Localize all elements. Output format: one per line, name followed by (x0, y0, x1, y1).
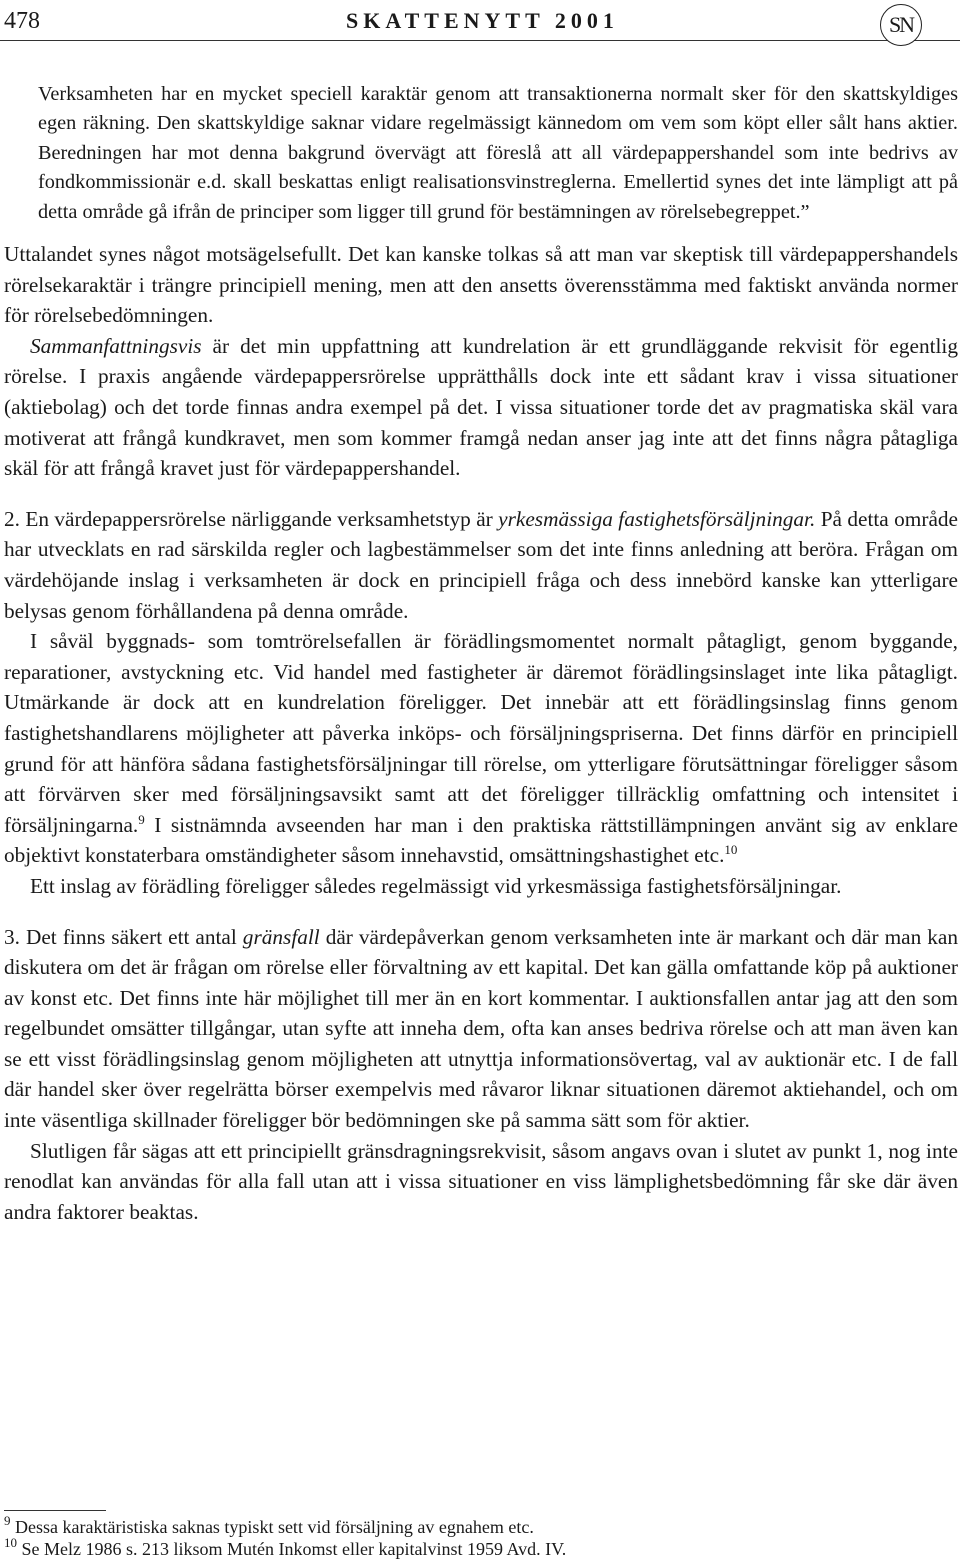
footnote: $^{10}$ Se Melz 1986 s. 213 liksom Mutén Inkomst eller kapitalvinst 1959 Avd. IV. (4, 1535, 567, 1559)
block-quote: Verksamheten har en mycket speciell karaktär genom att transaktionerna normalt sker för den skattskyldiges egen räkning. Den skattskyldige saknar vidare regelmässigt kännedom om vem som köpt eller sålt hans aktier. Beredningen har mot denna bakgrund övervägt att föreslå att all värdepappershandel som inte bedrivs av fondkommissionär e.d. skall beskattas enligt realisationsvinstreglerna. Emellertid synes det inte lämpligt att på detta område gå ifrån de principer som ligger till grund för bestämningen av rörelsebegreppet.” (38, 83, 958, 223)
italic-term: Sammanfattningsvis (30, 333, 202, 358)
paragraph: Slutligen får sägas att ett principiellt gränsdragningsrekvisit, såsom angavs ovan i slutet av punkt 1, nog inte renodlat kan användas för alla fall utan att i vissa situationer en viss lämplighetsbedömning får ske där även andra faktorer beaktas. (4, 1138, 958, 1224)
header-rule (0, 40, 960, 41)
footnote: $^9$ Dessa karaktäristiska saknas typiskt sett vid försäljning av egnahem etc. (4, 1513, 534, 1537)
paragraph: Sammanfattningsvis är det min uppfattning att kundrelation är ett grundläggande rekvisit för egentlig rörelse. I praxis angående värdepappersrörelse upprätthålls dock inte ett sådant krav i vissa situationer (aktiebolag) och det torde finnas andra exempel på det. I vissa situationer torde det av pragmatiska skäl vara motiverat att frångå kundkravet, men som kommer framgå nedan anser jag inte att det finns några påtagliga skäl för att frångå kravet just för värdepappershandel. (4, 333, 958, 481)
paragraph: I såväl byggnads- som tomtrörelsefallen är förädlingsmomentet normalt påtagligt, genom byggande, reparationer, avstyckning etc. Vid handel med fastigheter är däremot förädlingsinslaget inte lika påtagligt. Utmärkande är dock att en kundrelation föreligger. Det innebär att ett förädlingsinslag finns genom fastighetshandlarens möjligheter att påverka inköps- och försäljningspriserna. Det finns därför en principiell grund för att hänföra sådana fastighetsförsäljningar till rörelse, om ytterligare förutsättningar föreligger såsom att förvärven sker med försäljningsavsikt samt att det föreligger tillräcklig omfattning och intensitet i försäljningarna.$^9$ I sistnämnda avseenden har man i den praktiska rättstillämpningen använt sig av enklare objektivt konstaterbara omständigheter såsom innehavstid, omsättningshastighet etc.$^{10}$ (4, 629, 958, 868)
paragraph: Uttalandet synes något motsägelsefullt. Det kan kanske tolkas så att man var skeptisk till värdepappershandels rörelsekaraktär i trängre principiell mening, men att den ansetts överensstämma med faktiskt använda normer för rörelsebedömningen. (4, 242, 958, 328)
page-number: 478 (4, 8, 40, 34)
italic-term: gränsfall (242, 924, 320, 949)
footnotes (4, 1513, 954, 1560)
footnote-ref: 10 (724, 842, 738, 858)
section-3: 3. Det finns säkert ett antal gränsfall där värdepåverkan genom verksamheten inte är markant och där man kan diskutera om det är frågan om rörelse eller förvaltning av ett kapital. Det kan gälla omfattande köp på auktioner av konst etc. Det finns inte här möjlighet till mer än en kort kommentar. I auktionsfallen antar jag att den som regelbundet omsätter tillgångar, utan syfte att inneha dem, ofta kan anses bedriva rörelse och att man även kan se ett visst förädlingsinslag genom möjligheten att utnyttja informationsövertag, val av auktionär etc. I de fall där handel sker över regelrätta börser exempelvis med råvaror liknar situationen däremot aktiehandel, och om inte väsentliga skillnader föreligger bör bedömningen ske på samma sätt som för aktier. (4, 924, 958, 1133)
italic-term: yrkesmässiga fastighetsförsäljningar. (498, 506, 816, 531)
paragraph: Ett inslag av förädling föreligger således regelmässigt vid yrkesmässiga fastighetsförsäljningar. (30, 873, 842, 898)
footnote-ref: 9 (138, 811, 145, 827)
sn-logo: SN (880, 4, 922, 46)
journal-title: SKATTENYTT 2001 (346, 8, 619, 33)
footnote-rule (4, 1510, 106, 1511)
page-header (0, 0, 960, 48)
article-body (4, 80, 958, 1227)
section-2: 2. En värdepappersrörelse närliggande verksamhetstyp är yrkesmässiga fastighetsförsäljningar. På detta område har utvecklats en rad särskilda regler och lagbestämmelser som det inte finns anledning att beröra. Frågan om värdehöjande inslag i verksamheten är dock en principiell fråga och dess innebörd kanske kan ytterligare belysas genom förhållandena på denna område. (4, 506, 959, 623)
